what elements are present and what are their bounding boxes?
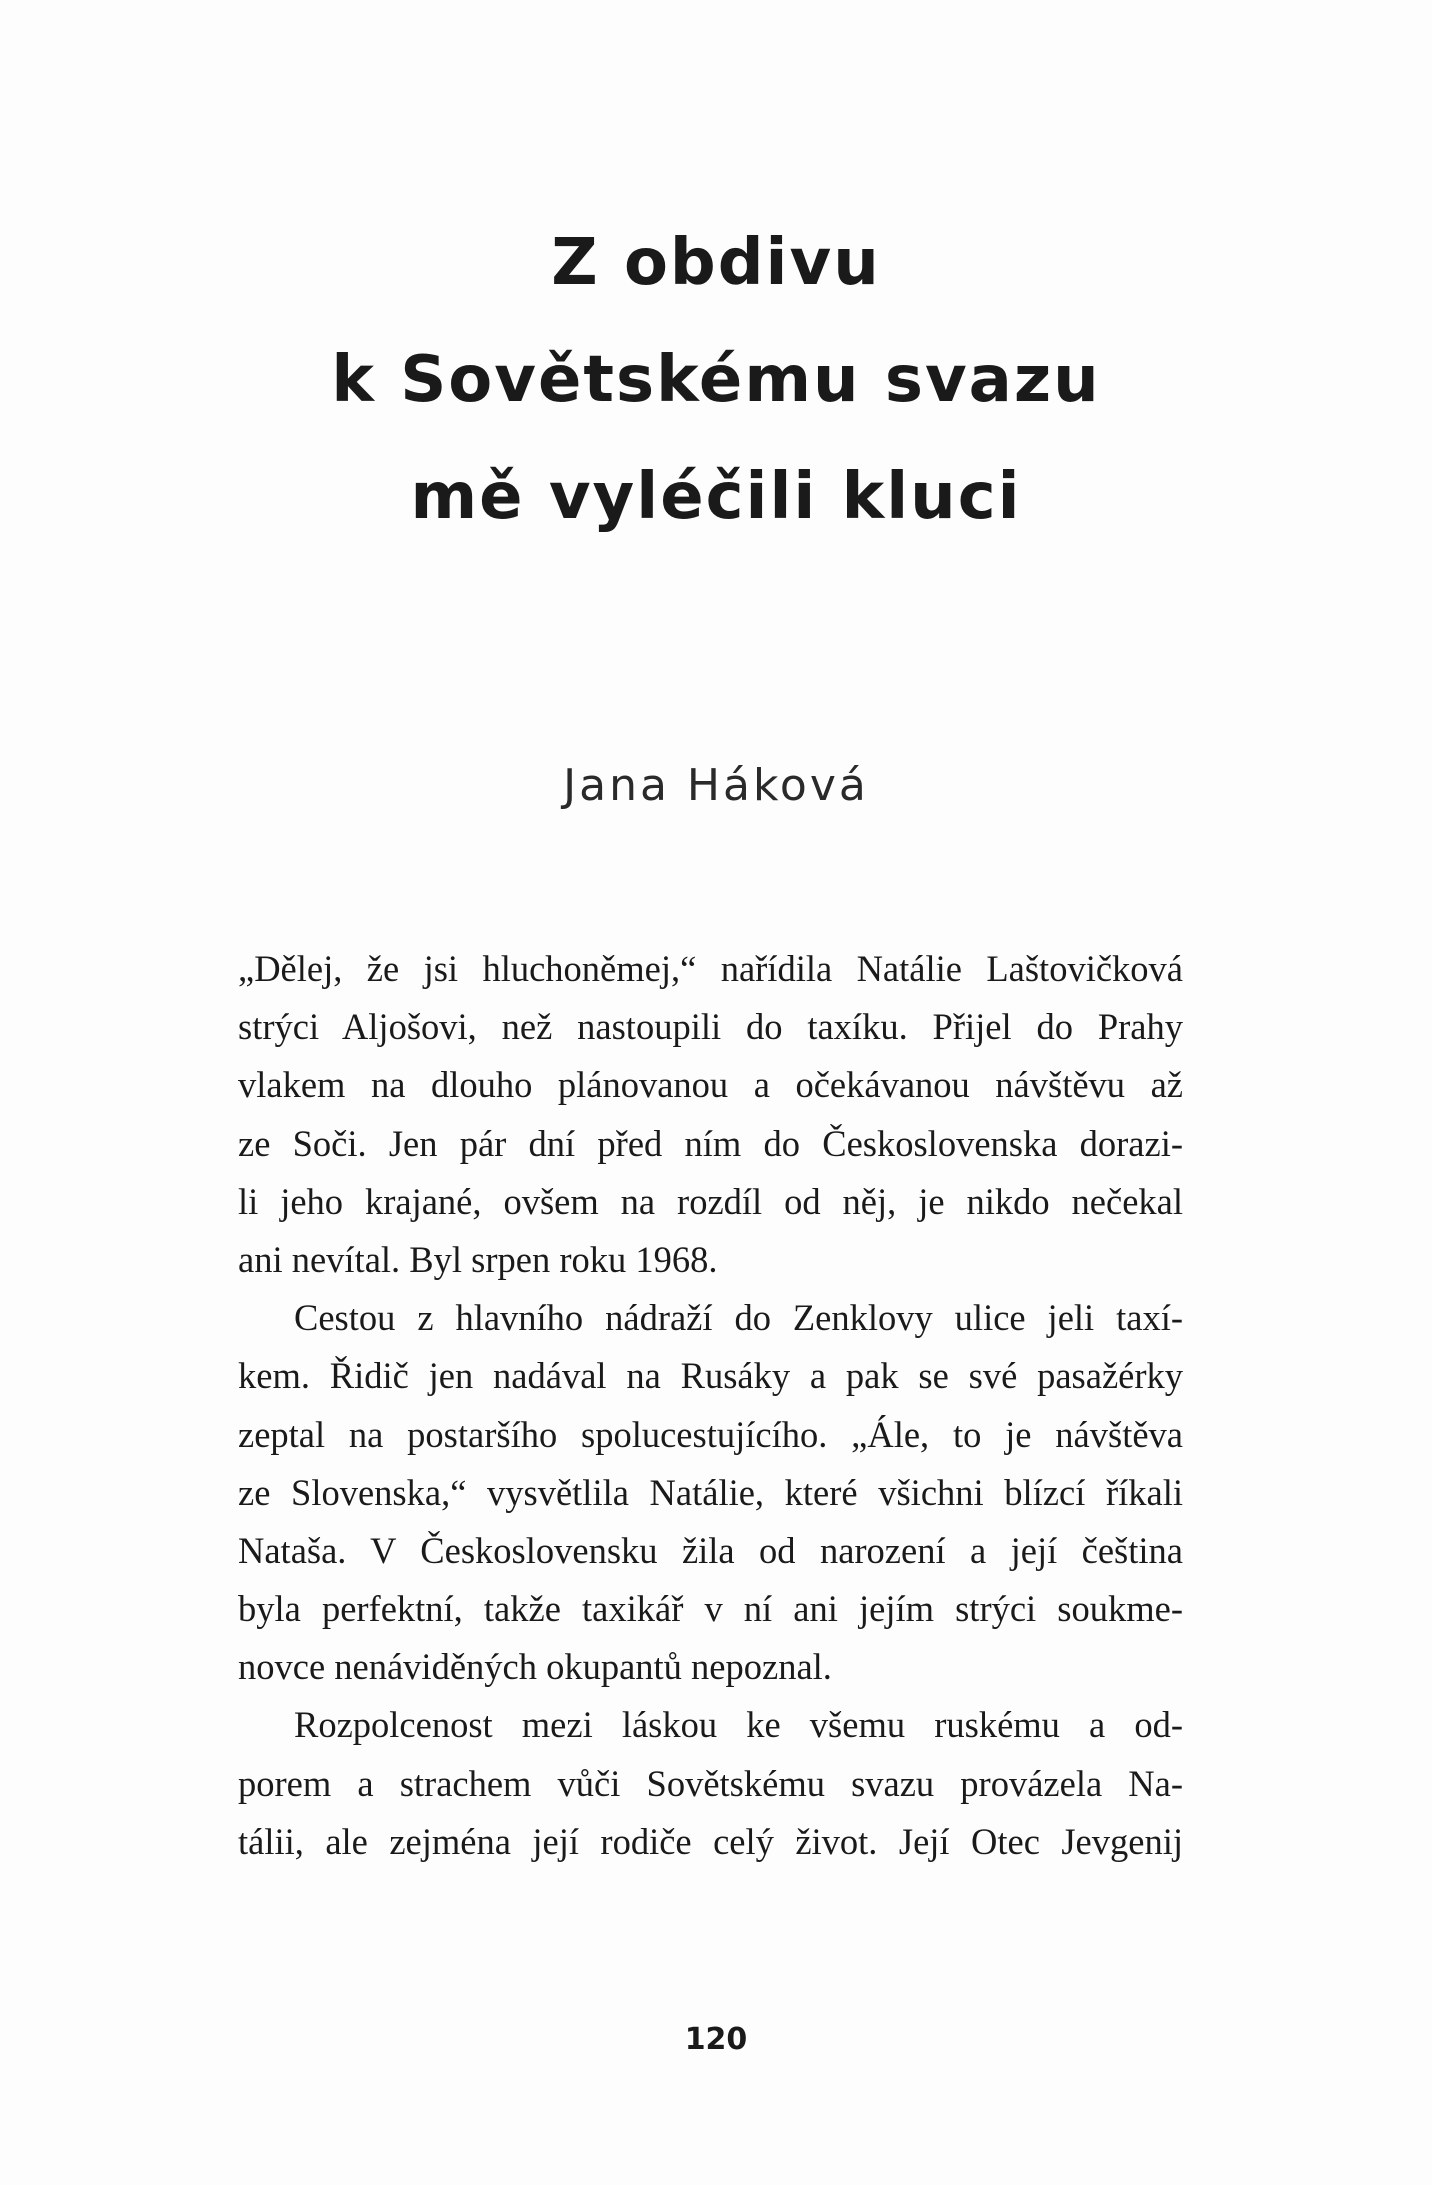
text-line: Cestou z hlavního nádraží do Zenklovy ulice jeli taxí- xyxy=(294,1297,1183,1339)
text-line: „Dělej, že jsi hluchoněmej,“ nařídila Natálie Laštovičková xyxy=(238,948,1183,989)
text-line: vlakem na dlouho plánovanou a očekávanou návštěvu až xyxy=(238,1064,1183,1106)
text-line: tálii, ale zejména její rodiče celý život. Její Otec Jevgenij xyxy=(238,1820,1183,1862)
text-line: Nataša. V Československu žila od narození a její čeština xyxy=(238,1529,1183,1571)
page-number: 120 xyxy=(684,2022,748,2057)
paragraph xyxy=(238,1289,1183,1696)
chapter-body xyxy=(238,940,1183,1871)
paragraph xyxy=(238,1696,1183,1871)
chapter-title-line: mě vyléčili kluci xyxy=(410,460,1022,534)
chapter-title-line: k Sovětskému svazu xyxy=(331,343,1101,417)
text-line: strýci Aljošovi, než nastoupili do taxíku. Přijel do Prahy xyxy=(238,1006,1183,1048)
text-line: ze Slovenska,“ vysvětlila Natálie, které všichni blízcí říkali xyxy=(238,1471,1183,1513)
text-line: porem a strachem vůči Sovětskému svazu provázela Na- xyxy=(238,1762,1183,1804)
text-line: Rozpolcenost mezi láskou ke všemu ruskému a od- xyxy=(294,1704,1183,1746)
text-line: ani nevítal. Byl srpen roku 1968. xyxy=(238,1238,718,1280)
author-name: Jana Háková xyxy=(563,760,869,811)
text-line: novce nenáviděných okupantů nepoznal. xyxy=(238,1646,832,1688)
chapter-title xyxy=(0,205,1432,556)
text-line: kem. Řidič jen nadával na Rusáky a pak se své pasažérky xyxy=(238,1355,1183,1397)
text-line: ze Soči. Jen pár dní před ním do Československa dorazi- xyxy=(238,1122,1183,1164)
text-line: li jeho krajané, ovšem na rozdíl od něj, je nikdo nečekal xyxy=(238,1180,1183,1222)
paragraph xyxy=(238,940,1183,1289)
text-line: byla perfektní, takže taxikář v ní ani jejím strýci soukme- xyxy=(238,1588,1183,1630)
chapter-title-line: Z obdivu xyxy=(551,226,881,300)
text-line: zeptal na postaršího spolucestujícího. „Ále, to je návštěva xyxy=(238,1413,1183,1455)
